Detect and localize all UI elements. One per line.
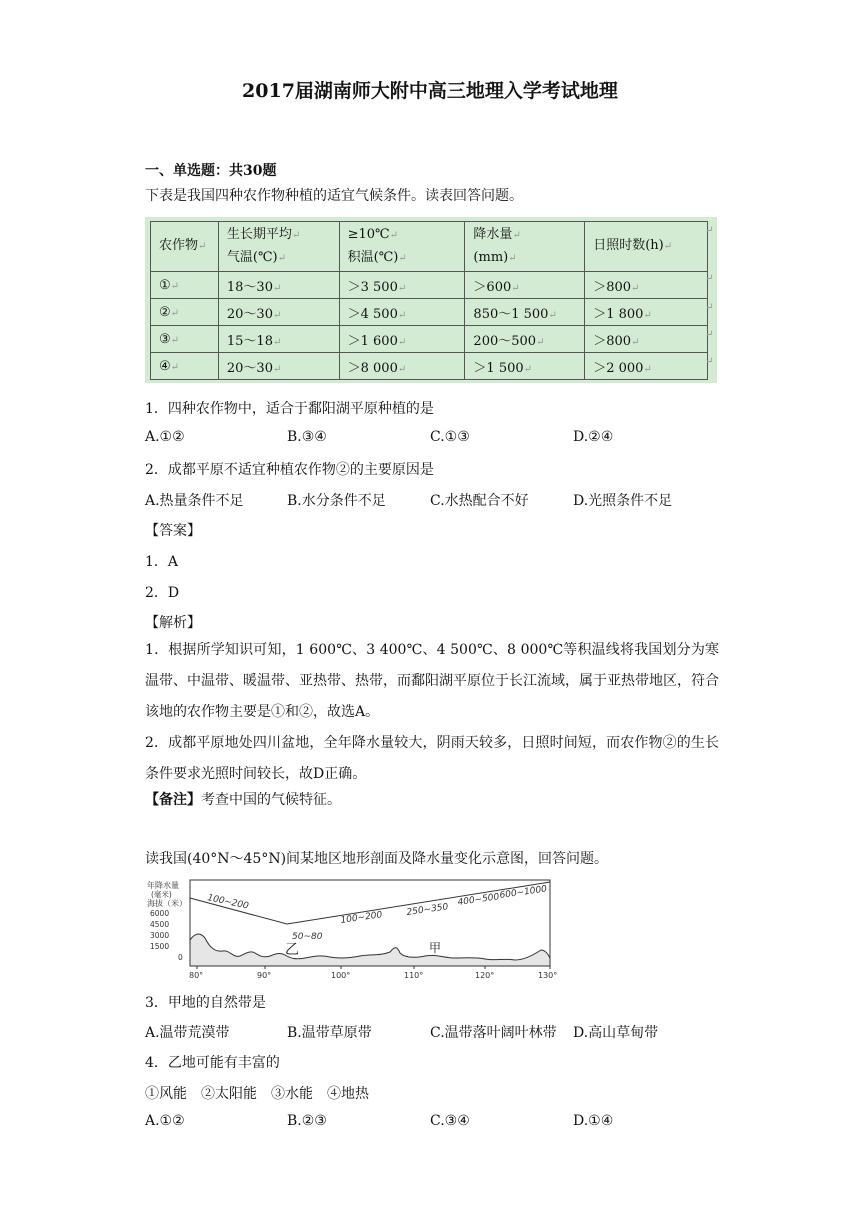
table-row <box>151 326 708 353</box>
table-cell: 20～30↵ <box>218 299 339 326</box>
x-tick: 100° <box>331 971 351 980</box>
precip-label: 50~80 <box>292 932 323 942</box>
table-cell: ①↵ <box>151 272 219 299</box>
table-cell: ＞3 500↵ <box>339 272 465 299</box>
option-b: B.温带草原带 <box>287 1025 372 1041</box>
x-tick: 110° <box>404 971 424 980</box>
table-cell: ＞4 500↵ <box>339 299 465 326</box>
answer-label: 【答案】 <box>145 523 201 539</box>
precip-label: 100~200 <box>206 893 250 912</box>
place-jia: 甲 <box>429 941 442 955</box>
table-cell: 18～30↵ <box>218 272 339 299</box>
table-cell: 200～500↵ <box>465 326 585 353</box>
option-a: A.热量条件不足 <box>145 493 244 509</box>
table-header-row <box>151 222 708 272</box>
x-tick: 120° <box>475 971 495 980</box>
question-1: 1．四种农作物中，适合于鄱阳湖平原种植的是 <box>145 401 434 417</box>
table-cell: ＞1 500↵ <box>465 353 585 380</box>
x-tick: 80° <box>189 971 204 980</box>
table-cell: ＞1 800↵ <box>585 299 708 326</box>
table-header-cell: 生长期平均↵ 气温(℃)↵ <box>218 222 339 272</box>
table-cell: ②↵ <box>151 299 219 326</box>
x-tick: 90° <box>257 971 272 980</box>
option-c: C.③④ <box>430 1113 470 1129</box>
table-row <box>151 299 708 326</box>
y-tick: 0 <box>178 953 183 962</box>
option-b: B.水分条件不足 <box>287 493 386 509</box>
intro-text: 下表是我国四种农作物种植的适宜气候条件。读表回答问题。 <box>145 188 523 204</box>
option-b: B.②③ <box>287 1113 327 1129</box>
table-row <box>151 353 708 380</box>
table-cell: 20～30↵ <box>218 353 339 380</box>
table-cell: ＞800↵ <box>585 326 708 353</box>
table-cell: ＞1 600↵ <box>339 326 465 353</box>
note-text: 考查中国的气候特征。 <box>201 792 341 808</box>
intro-text-2: 读我国(40°N～45°N)间某地区地形剖面及降水量变化示意图，回答问题。 <box>145 851 609 867</box>
option-d: D.①④ <box>573 1113 614 1129</box>
answer-1: 1．A <box>145 554 179 570</box>
page-title: 2017届湖南师大附中高三地理入学考试地理 <box>242 80 618 102</box>
option-c: C.水热配合不好 <box>430 493 529 509</box>
option-c: C.①③ <box>430 429 470 445</box>
elevation-axis-label: 海拔（米） <box>147 899 187 908</box>
note-label: 【备注】 <box>145 792 201 808</box>
option-d: D.高山草甸带 <box>573 1025 659 1041</box>
table-header-cell: 农作物↵ <box>151 222 219 272</box>
y-tick: 4500 <box>150 920 170 929</box>
precip-label: 100~200 <box>340 910 383 926</box>
question-2: 2．成都平原不适宜种植农作物②的主要原因是 <box>145 462 434 478</box>
precip-axis-label: 年降水量 <box>147 881 179 890</box>
table-cell: ④↵ <box>151 353 219 380</box>
question-4-items: ①风能 ②太阳能 ③水能 ④地热 <box>145 1086 369 1102</box>
option-b: B.③④ <box>287 429 327 445</box>
section-heading: 一、单选题：共30题 <box>145 163 277 179</box>
table-row <box>151 272 708 299</box>
table-cell: ＞800↵ <box>585 272 708 299</box>
y-tick: 1500 <box>150 942 170 951</box>
row-end-marks: ↵ ↵ ↵ ↵ ↵ <box>705 225 714 367</box>
table-cell: ＞600↵ <box>465 272 585 299</box>
table-header-cell: ≥10℃↵ 积温(℃)↵ <box>339 222 465 272</box>
terrain-profile-figure <box>145 878 565 980</box>
table-header-cell: 日照时数(h)↵ <box>585 222 708 272</box>
precip-label: 600~1000 <box>499 884 548 901</box>
option-d: D.光照条件不足 <box>573 493 673 509</box>
table-cell: ＞2 000↵ <box>585 353 708 380</box>
question-4: 4．乙地可能有丰富的 <box>145 1055 280 1071</box>
precip-label: 250~350 <box>406 902 449 918</box>
analysis-paragraph-2: 2．成都平原地处四川盆地，全年降水量较大，阴雨天较多，日照时间短，而农作物②的生长条件要求光照时间较长，故D正确。 <box>145 735 719 782</box>
option-c: C.温带落叶阔叶林带 <box>430 1025 557 1041</box>
option-a: A.①② <box>145 429 185 445</box>
option-d: D.②④ <box>573 429 614 445</box>
table-cell: 850～1 500↵ <box>465 299 585 326</box>
option-a: A.①② <box>145 1113 185 1129</box>
question-3: 3．甲地的自然带是 <box>145 995 266 1011</box>
table-cell: 15～18↵ <box>218 326 339 353</box>
table-header-cell: 降水量↵ (mm)↵ <box>465 222 585 272</box>
table-cell: ＞8 000↵ <box>339 353 465 380</box>
option-a: A.温带荒漠带 <box>145 1025 230 1041</box>
y-tick: 3000 <box>150 931 170 940</box>
place-yi: 乙 <box>285 942 299 958</box>
crop-climate-table <box>145 217 717 383</box>
analysis-label: 【解析】 <box>145 615 201 631</box>
x-tick: 130° <box>538 971 558 980</box>
analysis-paragraph-1: 1．根据所学知识可知，1 600℃、3 400℃、4 500℃、8 000℃等积温线将我国划分为寒温带、中温带、暖温带、亚热带、热带，而鄱阳湖平原位于长江流域，属于亚热带地区，符合该地的农作物主要是①和②，故选A。 <box>145 642 719 720</box>
answer-2: 2．D <box>145 585 180 601</box>
table-cell: ③↵ <box>151 326 219 353</box>
y-tick: 6000 <box>150 909 170 918</box>
precip-label: 400~500 <box>457 892 500 908</box>
precip-axis-unit: (毫米) <box>151 890 172 899</box>
note <box>145 789 341 809</box>
